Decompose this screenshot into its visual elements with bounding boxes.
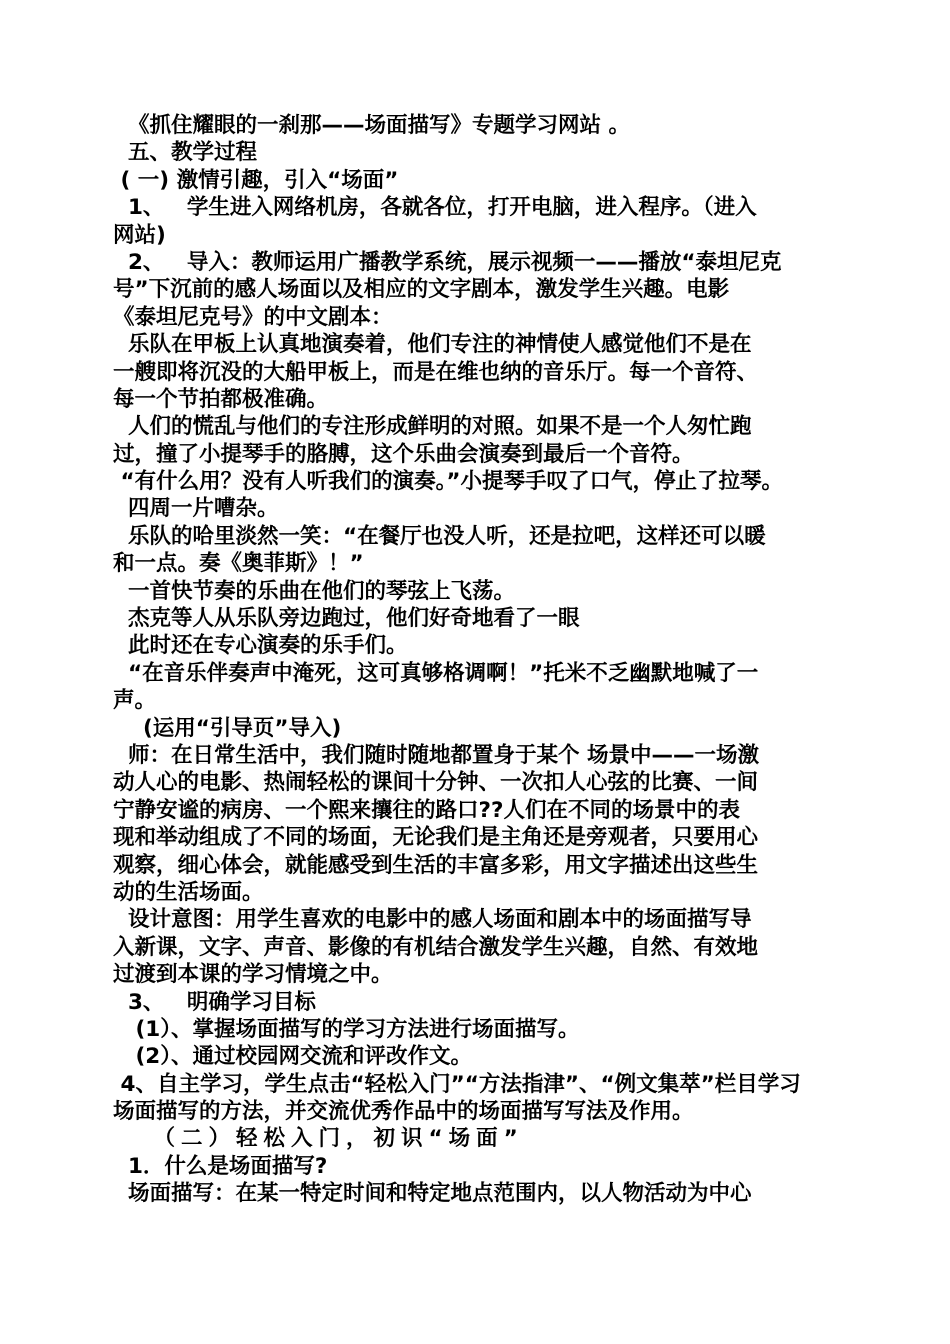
text-line: 《泰坦尼克号》的中文剧本： [113,304,393,330]
text-line: 场面描写的方法，并交流优秀作品中的场面描写写法及作用。 [113,1099,694,1125]
text-line: 网站) [113,222,166,248]
text-line: 乐队在甲板上认真地演奏着，他们专注的神情使人感觉他们不是在 [113,332,752,358]
text-line: 每一个节拍都极准确。 [113,386,329,412]
text-line: 设计意图：用学生喜欢的电影中的感人场面和剧本中的场面描写导 [113,907,752,933]
text-line: 号”下沉前的感人场面以及相应的文字剧本，激发学生兴趣。电影 [113,277,730,303]
text-line: 3、 明确学习目标 [113,989,316,1015]
text-line: 一首快节奏的乐曲在他们的琴弦上飞荡。 [113,578,515,604]
text-line: 声。 [113,688,157,714]
text-line: 《抓住耀眼的一刹那——场面描写》专题学习网站 。 [113,113,630,138]
text-line: “有什么用？没有人听我们的演奏。”小提琴手叹了口气，停止了拉琴。 [113,469,783,495]
text-line: 一艘即将沉没的大船甲板上，而是在维也纳的音乐厅。每一个音符、 [113,359,759,385]
text-line: 和一点。奏《奥菲斯》！” [113,551,364,577]
text-line: 动的生活场面。 [113,879,264,905]
text-line: (运用“引导页”导入) [113,715,342,741]
text-line: 宁静安谧的病房、一个熙来攘往的路口??人们在不同的场景中的表 [113,797,740,823]
text-line: 过，撞了小提琴手的胳膊，这个乐曲会演奏到最后一个音符。 [113,441,694,467]
text-line: 观察，细心体会，就能感受到生活的丰富多彩，用文字描述出这些生 [113,852,759,878]
text-line: 过渡到本课的学习情境之中。 [113,962,393,988]
subsection-heading: （二）轻松入门，初识“场面” [113,1126,524,1152]
text-line: 乐队的哈里淡然一笑：“在餐厅也没人听，还是拉吧，这样还可以暖 [113,523,766,549]
text-line: 1．什么是场面描写? [113,1153,328,1179]
text-line: 此时还在专心演奏的乐手们。 [113,633,408,659]
subsection-heading: ( 一) 激情引趣，引入“场面” [113,167,399,193]
text-line: 师：在日常生活中，我们随时随地都置身于某个 场景中——一场激 [113,742,759,768]
text-line: 入新课，文字、声音、影像的有机结合激发学生兴趣，自然、有效地 [113,934,759,960]
text-line: 4、自主学习，学生点击“轻松入门”“方法指津”、“例文集萃”栏目学习 [113,1071,801,1097]
text-line: 四周一片嘈杂。 [113,496,279,522]
text-line: 1、 学生进入网络机房，各就各位，打开电脑，进入程序。（进入 [113,195,757,221]
text-line: 现和举动组成了不同的场面，无论我们是主角还是旁观者，只要用心 [113,825,759,851]
document-body [113,112,848,1208]
text-line: 杰克等人从乐队旁边跑过，他们好奇地看了一眼 [113,606,580,632]
text-line: (2）、通过校园网交流和评改作文。 [113,1044,472,1070]
text-line: 人们的慌乱与他们的专注形成鲜明的对照。如果不是一个人匆忙跑 [113,414,752,440]
section-heading: 五、教学过程 [113,140,257,166]
text-line: “在音乐伴奏声中淹死，这可真够格调啊！”托米不乏幽默地喊了一 [113,660,759,686]
text-line: 动人心的电影、热闹轻松的课间十分钟、一次扣人心弦的比赛、一间 [113,770,759,796]
text-line: 场面描写：在某一特定时间和特定地点范围内，以人物活动为中心 [113,1181,752,1207]
text-line: (1）、掌握场面描写的学习方法进行场面描写。 [113,1016,580,1042]
text-line: 2、 导入：教师运用广播教学系统，展示视频一——播放“泰坦尼克 [113,249,782,275]
